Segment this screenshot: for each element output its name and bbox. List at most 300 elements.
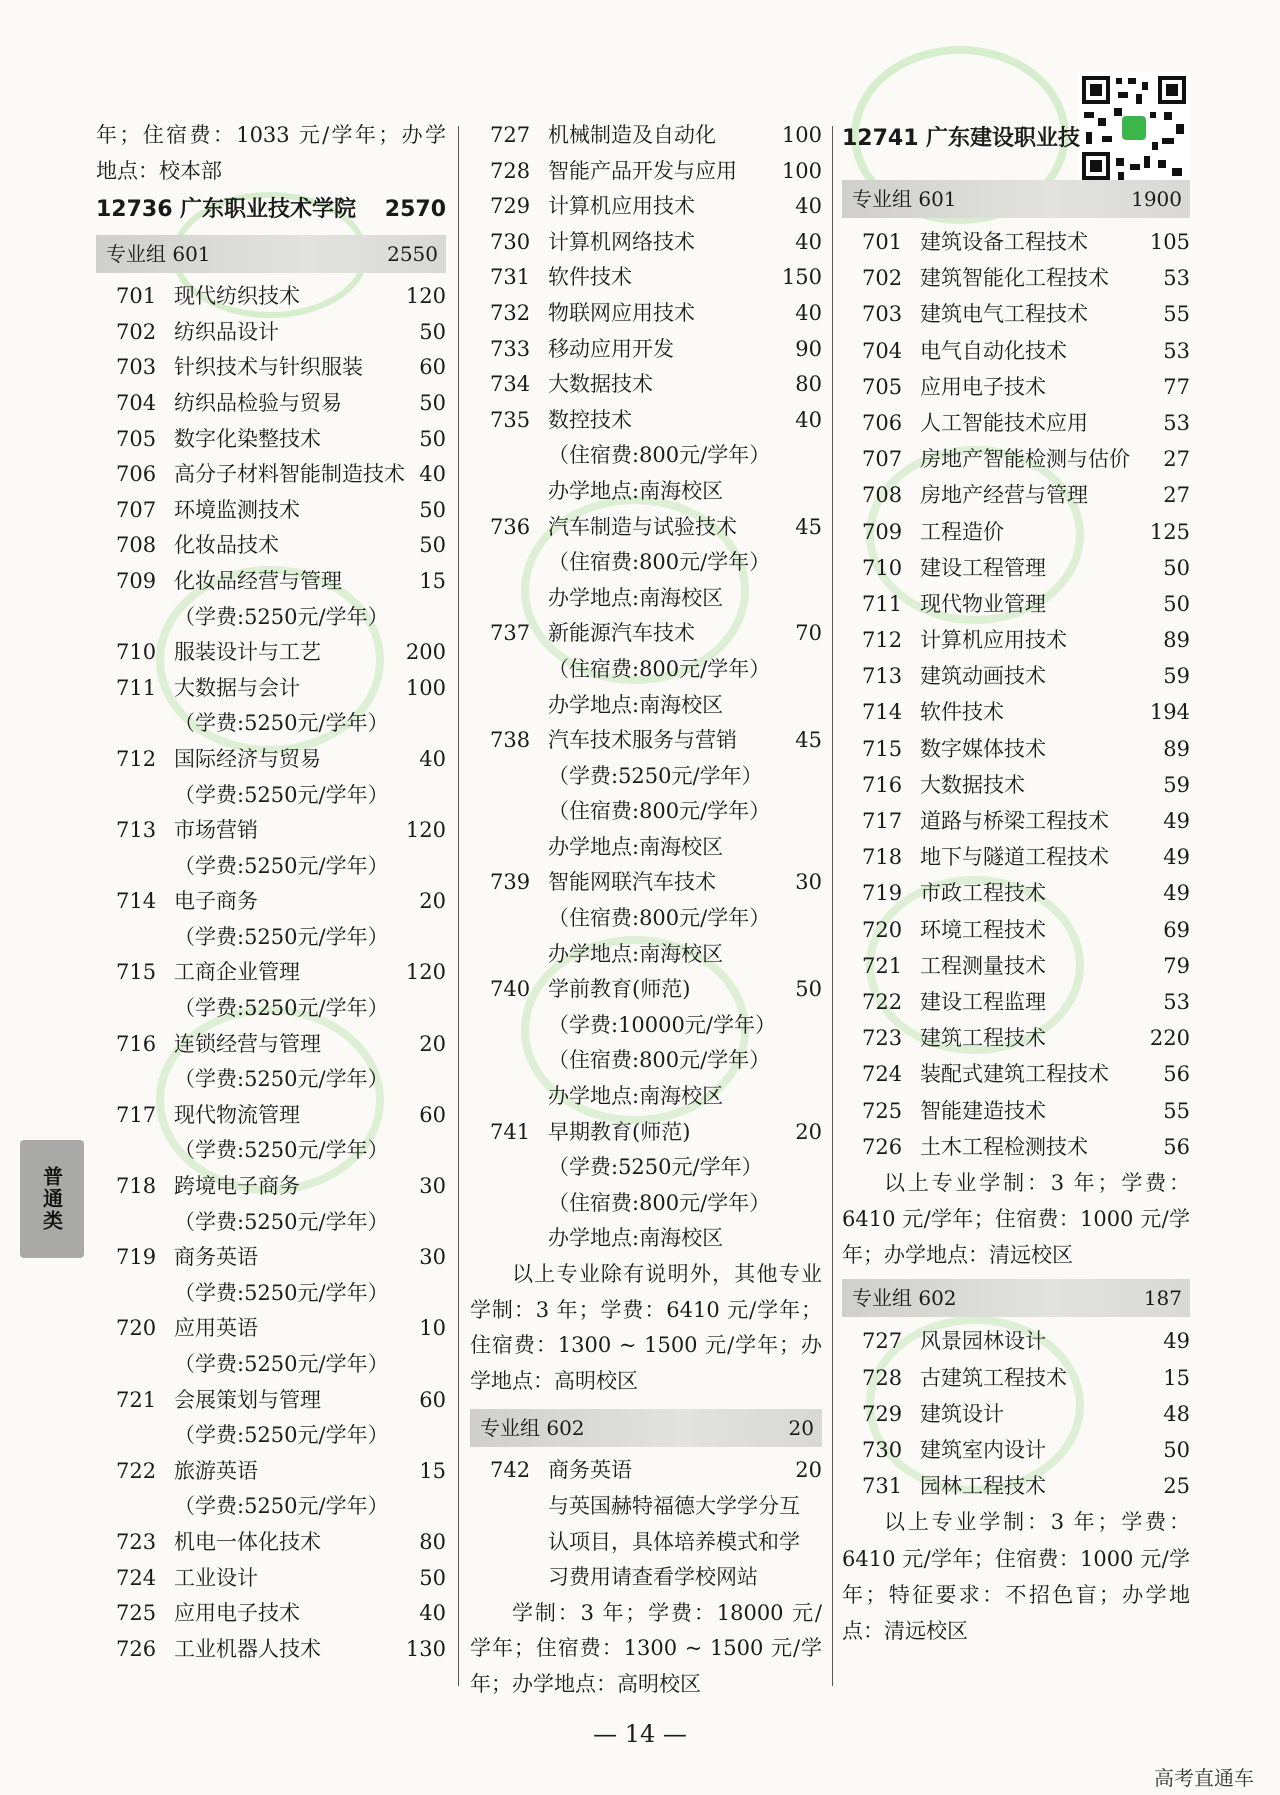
major-code: 716 — [116, 1031, 157, 1056]
major-row — [96, 386, 446, 422]
major-name: 智能产品开发与应用 — [548, 158, 737, 183]
major-count: 40 — [795, 407, 822, 432]
major-count: 50 — [1163, 1438, 1190, 1463]
major-code: 739 — [490, 870, 531, 895]
major-row — [470, 616, 822, 652]
major-count: 40 — [795, 300, 822, 325]
major-count: 50 — [795, 977, 822, 1002]
major-name: 计算机应用技术 — [920, 628, 1067, 653]
major-note: （学费:5250元/学年） — [174, 1352, 389, 1376]
major-code: 732 — [490, 300, 531, 325]
major-code: 724 — [862, 1062, 903, 1087]
major-count: 20 — [419, 889, 446, 914]
school-name: 广东建设职业技 — [926, 126, 1081, 151]
column-divider — [832, 126, 833, 1686]
major-name: 计算机网络技术 — [548, 229, 695, 254]
major-code: 718 — [116, 1174, 157, 1199]
major-group-header — [96, 235, 446, 273]
major-row — [96, 1098, 446, 1134]
major-name: 人工智能技术应用 — [920, 410, 1088, 435]
major-name: 电气自动化技术 — [920, 338, 1067, 363]
major-row — [96, 315, 446, 351]
major-code: 714 — [116, 889, 157, 914]
major-name: 工程造价 — [920, 519, 1004, 544]
group-count: 20 — [788, 1416, 814, 1441]
major-code: 727 — [862, 1329, 903, 1354]
major-note: （学费:5250元/学年） — [174, 1138, 389, 1163]
major-note: （住宿费:800元/学年） — [548, 656, 771, 681]
major-name: 园林工程技术 — [920, 1474, 1046, 1499]
major-code: 705 — [862, 374, 903, 399]
major-name: 学前教育(师范) — [548, 977, 691, 1002]
major-count: 15 — [419, 568, 446, 593]
major-row — [842, 948, 1190, 984]
major-count: 49 — [1163, 1329, 1190, 1354]
major-count: 50 — [419, 497, 446, 522]
major-list — [842, 224, 1190, 1165]
major-count: 125 — [1149, 519, 1190, 544]
major-count: 49 — [1163, 845, 1190, 870]
major-count: 55 — [1163, 302, 1190, 327]
major-group-header — [842, 180, 1190, 218]
major-name: 古建筑工程技术 — [920, 1365, 1067, 1390]
major-note: 与英国赫特福德大学学分互 — [548, 1493, 800, 1518]
major-count: 40 — [795, 194, 822, 219]
major-name: 市政工程技术 — [920, 881, 1046, 906]
notes-paragraph: 学制：3 年；学费：18000 元/学年；住宿费：1300 ~ 1500 元/学年；办学地点：高明校区 — [470, 1600, 822, 1696]
major-note: （住宿费:800元/学年） — [548, 906, 771, 931]
major-row — [96, 884, 446, 920]
major-name: 高分子材料智能制造技术 — [174, 462, 405, 487]
major-count: 220 — [1149, 1026, 1190, 1051]
major-count: 150 — [781, 265, 822, 290]
major-count: 30 — [419, 1174, 446, 1199]
lead-line: 地点：校本部 — [96, 158, 222, 183]
major-name: 建筑工程技术 — [920, 1026, 1046, 1051]
major-name: 环境监测技术 — [174, 497, 300, 522]
major-name: 现代纺织技术 — [174, 284, 300, 309]
major-name: 建设工程管理 — [920, 555, 1046, 580]
major-note: （学费:5250元/学年） — [174, 1209, 389, 1234]
major-name: 大数据与会计 — [174, 675, 300, 700]
major-name: 建筑智能化工程技术 — [920, 266, 1109, 291]
major-row — [842, 694, 1190, 730]
major-row — [96, 1454, 446, 1490]
major-note: 办学地点:南海校区 — [548, 1226, 724, 1251]
major-count: 50 — [419, 533, 446, 558]
major-code: 710 — [116, 640, 157, 665]
major-row — [470, 296, 822, 332]
major-note: （学费:5250元/学年） — [548, 1155, 763, 1180]
major-count: 59 — [1163, 664, 1190, 689]
major-row — [96, 350, 446, 386]
major-code: 731 — [490, 265, 531, 290]
major-count: 25 — [1163, 1474, 1190, 1499]
school-code: 12741 — [842, 126, 919, 151]
major-code: 742 — [490, 1458, 531, 1483]
major-row — [842, 622, 1190, 658]
page-number: — 14 — — [593, 1720, 687, 1748]
major-count: 89 — [1163, 736, 1190, 761]
major-code: 715 — [862, 736, 903, 761]
major-count: 20 — [795, 1458, 822, 1483]
major-name: 现代物业管理 — [920, 591, 1046, 616]
major-name: 房地产经营与管理 — [920, 483, 1088, 508]
group-label: 专业组 602 — [852, 1286, 957, 1311]
major-count: 53 — [1163, 266, 1190, 291]
major-count: 30 — [419, 1245, 446, 1270]
major-count: 50 — [1163, 555, 1190, 580]
major-row — [470, 1115, 822, 1151]
major-code: 704 — [862, 338, 903, 363]
major-name: 土木工程检测技术 — [920, 1134, 1088, 1159]
school-header — [842, 118, 1190, 160]
major-row — [470, 510, 822, 546]
major-name: 应用英语 — [174, 1316, 258, 1341]
major-name: 建筑设计 — [920, 1401, 1004, 1426]
column-divider — [458, 126, 459, 1686]
major-name: 国际经济与贸易 — [174, 746, 321, 771]
major-code: 713 — [862, 664, 903, 689]
major-name: 新能源汽车技术 — [548, 621, 695, 646]
major-code: 711 — [862, 591, 903, 616]
notes-paragraph: 以上专业学制：3 年；学费：6410 元/学年；住宿费：1000 元/学年；特征要求：不招色盲；办学地点：清远校区 — [842, 1510, 1190, 1644]
major-name: 移动应用开发 — [548, 336, 674, 361]
major-count: 45 — [795, 514, 822, 539]
major-code: 725 — [862, 1098, 903, 1123]
major-note: （学费:5250元/学年） — [174, 782, 389, 807]
major-count: 69 — [1163, 917, 1190, 942]
major-name: 数控技术 — [548, 407, 632, 432]
major-count: 60 — [419, 1102, 446, 1127]
major-row — [842, 550, 1190, 586]
major-row — [96, 422, 446, 458]
major-row — [96, 1240, 446, 1276]
major-count: 100 — [781, 158, 822, 183]
major-code: 719 — [116, 1245, 157, 1270]
major-name: 物联网应用技术 — [548, 300, 695, 325]
major-note: （住宿费:800元/学年） — [548, 1190, 771, 1215]
major-name: 装配式建筑工程技术 — [920, 1062, 1109, 1087]
major-code: 716 — [862, 772, 903, 797]
major-row — [96, 1169, 446, 1205]
major-name: 建筑电气工程技术 — [920, 302, 1088, 327]
major-code: 736 — [490, 514, 531, 539]
major-group-header — [470, 1409, 822, 1447]
major-row — [842, 441, 1190, 477]
major-row — [842, 1396, 1190, 1432]
major-note: （住宿费:800元/学年） — [548, 799, 771, 824]
major-count: 80 — [419, 1529, 446, 1554]
major-row — [96, 955, 446, 991]
major-note: 认项目，具体培养模式和学 — [548, 1529, 800, 1554]
major-note: （学费:5250元/学年） — [174, 1423, 389, 1448]
major-row — [96, 1525, 446, 1561]
major-name: 工程测量技术 — [920, 953, 1046, 978]
major-count: 15 — [1163, 1365, 1190, 1390]
major-count: 40 — [419, 746, 446, 771]
major-row — [470, 1453, 822, 1489]
major-row — [842, 1432, 1190, 1468]
major-name: 针织技术与针织服装 — [174, 355, 363, 380]
lead-line: 年；住宿费：1033 元/学年；办学 — [96, 123, 446, 147]
major-code: 727 — [490, 123, 531, 147]
major-code: 717 — [862, 809, 903, 833]
major-row — [96, 1561, 446, 1597]
major-row — [842, 405, 1190, 441]
major-code: 737 — [490, 621, 531, 646]
major-row — [842, 369, 1190, 405]
major-row — [96, 1596, 446, 1632]
group-count: 1900 — [1131, 187, 1182, 211]
major-name: 工商企业管理 — [174, 960, 300, 985]
major-code: 706 — [116, 462, 157, 487]
major-count: 20 — [419, 1031, 446, 1056]
major-code: 712 — [862, 628, 903, 653]
major-code: 705 — [116, 426, 157, 451]
major-count: 105 — [1149, 230, 1190, 254]
major-code: 706 — [862, 410, 903, 435]
major-code: 738 — [490, 728, 531, 753]
major-count: 40 — [419, 1601, 446, 1626]
major-row — [842, 1360, 1190, 1396]
major-note: （学费:5250元/学年） — [174, 1067, 389, 1092]
major-code: 729 — [490, 194, 531, 219]
major-row — [470, 723, 822, 759]
major-code: 733 — [490, 336, 531, 361]
major-row — [842, 260, 1190, 296]
major-name: 纺织品检验与贸易 — [174, 390, 342, 415]
major-code: 721 — [862, 953, 903, 978]
major-name: 商务英语 — [548, 1458, 632, 1483]
major-name: 工业设计 — [174, 1565, 258, 1590]
major-row — [470, 118, 822, 154]
major-name: 化妆品经营与管理 — [174, 568, 342, 593]
major-row — [470, 972, 822, 1008]
major-name: 汽车制造与试验技术 — [548, 514, 737, 539]
major-note: 办学地点:南海校区 — [548, 478, 724, 503]
major-row — [470, 225, 822, 261]
major-row — [842, 1093, 1190, 1129]
major-row — [842, 224, 1190, 260]
major-note: 办学地点:南海校区 — [548, 1084, 724, 1109]
major-row — [842, 984, 1190, 1020]
major-code: 730 — [490, 229, 531, 254]
major-name: 市场营销 — [174, 818, 258, 843]
major-count: 120 — [405, 284, 446, 309]
major-code: 702 — [116, 319, 157, 344]
major-note: （学费:5250元/学年） — [174, 1280, 389, 1305]
major-code: 722 — [116, 1458, 157, 1483]
major-code: 723 — [116, 1529, 157, 1554]
major-row — [96, 742, 446, 778]
major-row — [842, 731, 1190, 767]
major-code: 728 — [862, 1365, 903, 1390]
major-note: （住宿费:800元/学年） — [548, 1048, 771, 1073]
major-row — [842, 1056, 1190, 1092]
major-code: 717 — [116, 1102, 157, 1127]
major-code: 722 — [862, 989, 903, 1014]
major-count: 20 — [795, 1119, 822, 1144]
major-name: 现代物流管理 — [174, 1102, 300, 1127]
major-note: （学费:5250元/学年） — [174, 996, 389, 1021]
major-code: 718 — [862, 845, 903, 870]
major-code: 740 — [490, 977, 531, 1002]
group-count: 2550 — [387, 242, 438, 267]
major-note: （学费:5250元/学年） — [174, 604, 389, 629]
major-name: 连锁经营与管理 — [174, 1031, 321, 1056]
major-code: 724 — [116, 1565, 157, 1590]
major-note: 办学地点:南海校区 — [548, 834, 724, 859]
major-row — [842, 767, 1190, 803]
major-code: 728 — [490, 158, 531, 183]
major-name: 智能网联汽车技术 — [548, 870, 716, 895]
major-row — [96, 813, 446, 849]
major-note: （学费:5250元/学年） — [174, 711, 389, 736]
major-row — [96, 564, 446, 600]
major-row — [842, 839, 1190, 875]
major-code: 721 — [116, 1387, 157, 1412]
major-count: 200 — [405, 640, 446, 665]
major-note: 习费用请查看学校网站 — [548, 1565, 758, 1590]
notes-paragraph: 以上专业除有说明外，其他专业学制：3 年；学费：6410 元/学年；住宿费：1300 ~ 1500 元/学年；办学地点：高明校区 — [470, 1262, 822, 1393]
major-row — [470, 260, 822, 296]
column-3 — [842, 118, 1190, 1649]
major-code: 701 — [116, 284, 157, 309]
major-name: 机电一体化技术 — [174, 1529, 321, 1554]
major-code: 704 — [116, 390, 157, 415]
major-count: 56 — [1163, 1134, 1190, 1159]
major-row — [842, 296, 1190, 332]
major-row — [842, 912, 1190, 948]
major-code: 702 — [862, 266, 903, 291]
major-count: 59 — [1163, 772, 1190, 797]
major-count: 53 — [1163, 410, 1190, 435]
major-count: 77 — [1163, 374, 1190, 399]
major-code: 734 — [490, 372, 531, 397]
major-code: 729 — [862, 1401, 903, 1426]
major-list — [96, 279, 446, 1667]
major-count: 60 — [419, 1387, 446, 1412]
major-name: 汽车技术服务与营销 — [548, 728, 737, 753]
major-code: 720 — [116, 1316, 157, 1341]
major-name: 道路与桥梁工程技术 — [920, 809, 1109, 833]
major-count: 60 — [419, 355, 446, 380]
major-count: 56 — [1163, 1062, 1190, 1087]
major-name: 跨境电子商务 — [174, 1174, 300, 1199]
major-name: 建筑设备工程技术 — [920, 230, 1088, 254]
group-label: 专业组 601 — [106, 242, 211, 267]
major-name: 应用电子技术 — [174, 1601, 300, 1626]
major-code: 720 — [862, 917, 903, 942]
major-count: 53 — [1163, 338, 1190, 363]
major-code: 708 — [862, 483, 903, 508]
major-code: 709 — [116, 568, 157, 593]
school-header — [96, 189, 446, 231]
major-name: 环境工程技术 — [920, 917, 1046, 942]
major-count: 48 — [1163, 1401, 1190, 1426]
major-note: （住宿费:800元/学年） — [548, 550, 771, 575]
major-row — [470, 189, 822, 225]
major-row — [96, 528, 446, 564]
major-note: （学费:5250元/学年） — [174, 1494, 389, 1519]
column-1 — [96, 118, 446, 1667]
major-count: 27 — [1163, 447, 1190, 472]
major-row — [96, 635, 446, 671]
major-name: 数字化染整技术 — [174, 426, 321, 451]
major-count: 27 — [1163, 483, 1190, 508]
school-total: 2570 — [384, 197, 446, 223]
major-code: 710 — [862, 555, 903, 580]
major-code: 707 — [862, 447, 903, 472]
major-count: 80 — [795, 372, 822, 397]
major-count: 70 — [795, 621, 822, 646]
major-note: 办学地点:南海校区 — [548, 941, 724, 966]
major-code: 723 — [862, 1026, 903, 1051]
major-name: 风景园林设计 — [920, 1329, 1046, 1354]
major-name: 应用电子技术 — [920, 374, 1046, 399]
major-name: 建设工程监理 — [920, 989, 1046, 1014]
major-count: 50 — [419, 426, 446, 451]
major-row — [470, 367, 822, 403]
major-row — [470, 403, 822, 439]
major-row — [842, 333, 1190, 369]
major-name: 旅游英语 — [174, 1458, 258, 1483]
major-code: 741 — [490, 1119, 531, 1144]
major-count: 79 — [1163, 953, 1190, 978]
major-count: 30 — [795, 870, 822, 895]
major-name: 化妆品技术 — [174, 533, 279, 558]
major-count: 100 — [405, 675, 446, 700]
major-code: 713 — [116, 818, 157, 843]
major-count: 90 — [795, 336, 822, 361]
major-name: 计算机应用技术 — [548, 194, 695, 219]
major-count: 53 — [1163, 989, 1190, 1014]
major-count: 50 — [419, 319, 446, 344]
major-name: 会展策划与管理 — [174, 1387, 321, 1412]
major-code: 731 — [862, 1474, 903, 1499]
major-row — [842, 477, 1190, 513]
lead-paragraph — [96, 118, 446, 189]
major-name: 大数据技术 — [920, 772, 1025, 797]
major-code: 730 — [862, 1438, 903, 1463]
major-name: 工业机器人技术 — [174, 1636, 321, 1661]
major-count: 49 — [1163, 809, 1190, 833]
major-row — [470, 865, 822, 901]
major-note: （学费:5250元/学年） — [174, 924, 389, 949]
major-count: 50 — [1163, 591, 1190, 616]
major-row — [842, 1020, 1190, 1056]
major-name: 机械制造及自动化 — [548, 123, 716, 147]
major-row — [842, 1129, 1190, 1165]
major-name: 电子商务 — [174, 889, 258, 914]
major-code: 735 — [490, 407, 531, 432]
major-list — [470, 1453, 822, 1595]
major-name: 大数据技术 — [548, 372, 653, 397]
major-count: 194 — [1149, 700, 1190, 725]
major-row — [96, 1632, 446, 1668]
major-code: 726 — [862, 1134, 903, 1159]
major-row — [842, 1468, 1190, 1504]
major-count: 50 — [419, 1565, 446, 1590]
major-row — [96, 493, 446, 529]
major-group-header — [842, 1279, 1190, 1317]
major-name: 服装设计与工艺 — [174, 640, 321, 665]
major-count: 130 — [405, 1636, 446, 1661]
major-count: 120 — [405, 960, 446, 985]
category-tab: 普通类 — [20, 1140, 84, 1258]
school-code: 12736 — [96, 197, 173, 223]
